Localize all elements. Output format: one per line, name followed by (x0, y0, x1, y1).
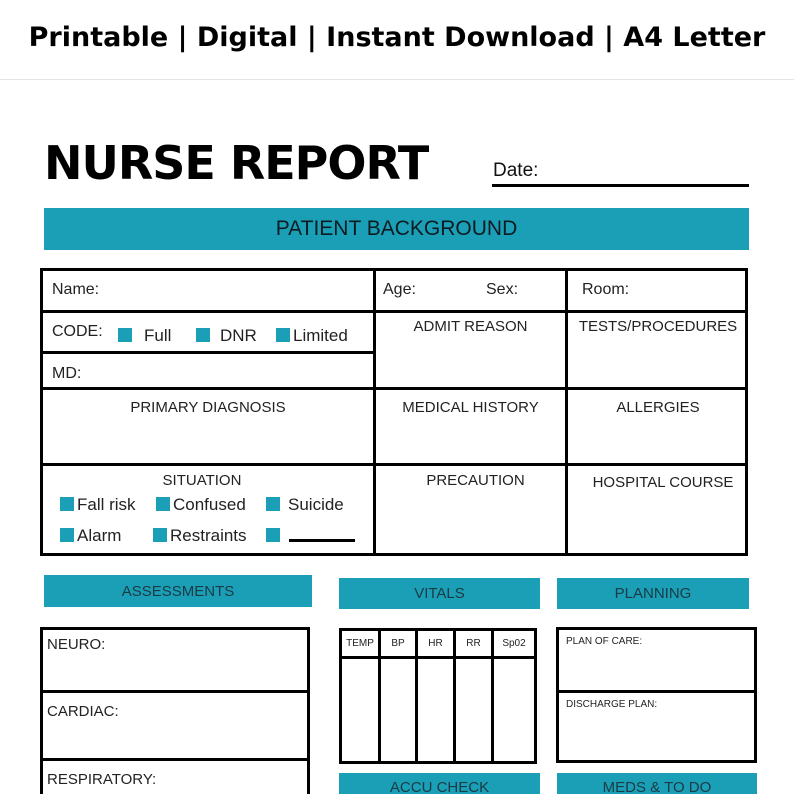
cardiac-label: CARDIAC: (47, 703, 119, 720)
code-option-dnr[interactable] (196, 326, 257, 346)
grid-divider (40, 463, 748, 466)
grid-divider (40, 690, 310, 693)
banner-text: Printable | Digital | Instant Download | A4 Letter (28, 22, 766, 53)
grid-divider (339, 656, 537, 659)
situation-option-label: Suicide (288, 495, 344, 514)
age-label: Age: (383, 281, 416, 298)
date-label: Date: (493, 160, 539, 181)
situation-option-fall-risk[interactable] (60, 495, 136, 515)
situation-label: SITUATION (162, 472, 242, 489)
situation-other-line (289, 539, 355, 542)
discharge-plan-label: DISCHARGE PLAN: (566, 699, 658, 710)
grid-divider (40, 351, 376, 354)
allergies-label: ALLERGIES (616, 399, 700, 416)
code-label: CODE: (52, 323, 103, 340)
precaution-label: PRECAUTION (426, 472, 525, 489)
checkbox-icon (60, 528, 74, 542)
vitals-col-rr: RR (466, 638, 481, 649)
checkbox-icon (156, 497, 170, 511)
checkbox-icon (266, 528, 280, 542)
checkbox-icon (196, 328, 210, 342)
planning-box (556, 627, 757, 763)
meds-todo-heading: MEDS & TO DO (557, 773, 757, 794)
grid-divider (556, 690, 757, 693)
md-label: MD: (52, 365, 82, 382)
assessments-heading: ASSESSMENTS (44, 575, 312, 607)
situation-option-restraints[interactable] (153, 526, 247, 546)
situation-option-alarm[interactable] (60, 526, 121, 546)
date-field-line (492, 184, 749, 187)
vitals-col-temp: TEMP (346, 638, 374, 649)
vitals-col-bp: BP (391, 638, 405, 649)
grid-divider (40, 310, 748, 313)
code-option-label: Limited (293, 326, 348, 345)
medical-history-label: MEDICAL HISTORY (402, 399, 539, 416)
vitals-heading: VITALS (339, 578, 540, 609)
grid-divider (40, 387, 748, 390)
vitals-col-hr: HR (428, 638, 443, 649)
admit-reason-label: ADMIT REASON (413, 318, 528, 335)
situation-option-label: Alarm (77, 526, 122, 545)
checkbox-icon (153, 528, 167, 542)
room-label: Room: (582, 281, 630, 298)
vitals-col-spo2: Sp02 (502, 638, 526, 649)
situation-option-confused[interactable] (156, 495, 246, 515)
checkbox-icon (118, 328, 132, 342)
accu-check-heading: ACCU CHECK (339, 773, 540, 794)
grid-divider (40, 758, 310, 761)
situation-option-label: Restraints (170, 526, 247, 545)
situation-option-label: Confused (173, 495, 246, 514)
situation-option-suicide[interactable] (266, 495, 344, 515)
checkbox-icon (266, 497, 280, 511)
code-option-full[interactable] (118, 326, 171, 346)
checkbox-icon (276, 328, 290, 342)
code-option-label: Full (144, 326, 172, 345)
sex-label: Sex: (486, 281, 519, 298)
page-title: NURSE REPORT (44, 136, 429, 190)
primary-diagnosis-label: PRIMARY DIAGNOSIS (130, 399, 286, 416)
hospital-course-label: HOSPITAL COURSE (592, 474, 734, 491)
neuro-label: NEURO: (47, 636, 106, 653)
code-option-limited[interactable] (276, 326, 348, 346)
situation-option-other[interactable] (266, 528, 283, 546)
patient-background-heading: PATIENT BACKGROUND (44, 208, 749, 250)
checkbox-icon (60, 497, 74, 511)
product-banner (0, 0, 794, 80)
situation-option-label: Fall risk (77, 495, 136, 514)
tests-procedures-label: TESTS/PROCEDURES (578, 318, 738, 335)
code-option-label: DNR (220, 326, 257, 345)
name-label: Name: (52, 281, 100, 298)
plan-of-care-label: PLAN OF CARE: (566, 636, 643, 647)
planning-heading: PLANNING (557, 578, 749, 609)
respiratory-label: RESPIRATORY: (47, 771, 157, 788)
